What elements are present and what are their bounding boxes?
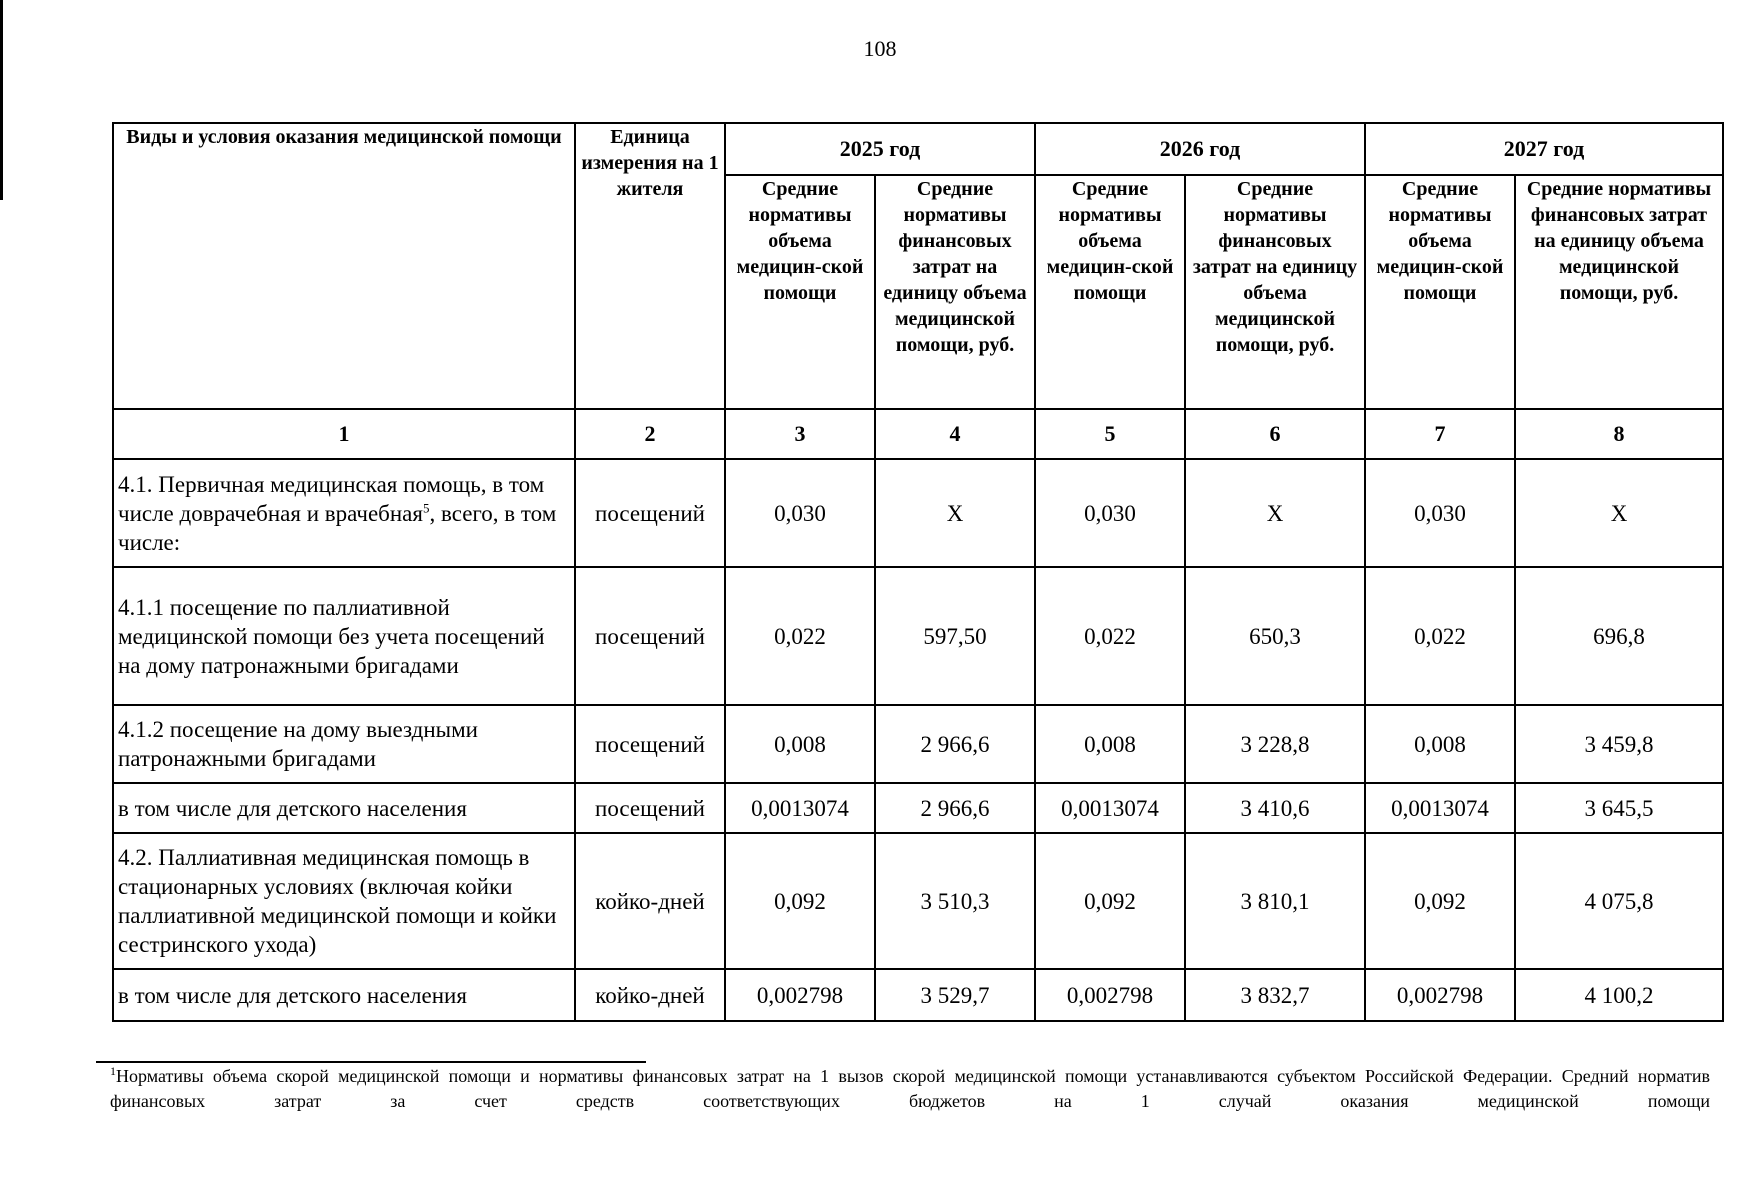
scan-edge-mark	[0, 0, 3, 200]
cell-volume-2026: 0,092	[1035, 833, 1185, 969]
cell-cost-2025: 2 966,6	[875, 783, 1035, 833]
column-number: 5	[1035, 409, 1185, 459]
cell-cost-2026: 3 410,6	[1185, 783, 1365, 833]
table-row	[113, 833, 1723, 969]
header-year-2025: 2025 год	[725, 123, 1035, 175]
table-row	[113, 783, 1723, 833]
cell-volume-2026: 0,008	[1035, 705, 1185, 783]
row-unit: посещений	[575, 783, 725, 833]
cell-cost-2027: 696,8	[1515, 567, 1723, 705]
table-row	[113, 459, 1723, 567]
cell-cost-2025: Х	[875, 459, 1035, 567]
cell-cost-2025: 2 966,6	[875, 705, 1035, 783]
cell-cost-2026: 3 228,8	[1185, 705, 1365, 783]
header-row-years	[113, 123, 1723, 175]
cell-volume-2027: 0,008	[1365, 705, 1515, 783]
column-number: 7	[1365, 409, 1515, 459]
footnote-divider	[96, 1061, 646, 1063]
norms-table	[112, 122, 1724, 1022]
cell-volume-2027: 0,002798	[1365, 969, 1515, 1021]
header-row-column-numbers	[113, 409, 1723, 459]
header-kinds-conditions: Виды и условия оказания медицинской помощи	[113, 123, 575, 409]
row-name	[113, 459, 575, 567]
cell-cost-2027: 4 100,2	[1515, 969, 1723, 1021]
cell-cost-2026: 650,3	[1185, 567, 1365, 705]
cell-cost-2027: 4 075,8	[1515, 833, 1723, 969]
footnote-marker: 1	[110, 1064, 116, 1078]
page-number: 108	[863, 36, 897, 61]
row-unit: посещений	[575, 705, 725, 783]
cell-volume-2026: 0,002798	[1035, 969, 1185, 1021]
column-number: 6	[1185, 409, 1365, 459]
cell-cost-2026: Х	[1185, 459, 1365, 567]
row-name-text: 4.1. Первичная медицинская помощь, в том числе доврачебная и врачебная	[118, 471, 545, 526]
column-number: 8	[1515, 409, 1723, 459]
row-name: 4.2. Паллиативная медицинская помощь в стационарных условиях (включая койки паллиативной медицинской помощи и койки сестринского ухода)	[113, 833, 575, 969]
column-number: 3	[725, 409, 875, 459]
row-name-tail: , всего, в том числе:	[118, 500, 557, 555]
cell-cost-2026: 3 832,7	[1185, 969, 1365, 1021]
cell-volume-2026: 0,022	[1035, 567, 1185, 705]
footnote-ref: 5	[422, 499, 430, 515]
header-volume-2026: Средние нормативы объема медицин-ской помощи	[1035, 175, 1185, 409]
footnote	[110, 1064, 1710, 1114]
column-number: 4	[875, 409, 1035, 459]
cell-volume-2026: 0,030	[1035, 459, 1185, 567]
column-number: 2	[575, 409, 725, 459]
table-row	[113, 969, 1723, 1021]
cell-cost-2027: Х	[1515, 459, 1723, 567]
cell-volume-2027: 0,022	[1365, 567, 1515, 705]
row-name: 4.1.1 посещение по паллиативной медицинской помощи без учета посещений на дому патронажными бригадами	[113, 567, 575, 705]
header-cost-2025: Средние нормативы финансовых затрат на единицу объема медицинской помощи, руб.	[875, 175, 1035, 409]
row-name: 4.1.2 посещение на дому выездными патронажными бригадами	[113, 705, 575, 783]
cell-volume-2027: 0,092	[1365, 833, 1515, 969]
header-volume-2027: Средние нормативы объема медицин-ской помощи	[1365, 175, 1515, 409]
cell-volume-2026: 0,0013074	[1035, 783, 1185, 833]
header-volume-2025: Средние нормативы объема медицин-ской помощи	[725, 175, 875, 409]
header-cost-2027: Средние нормативы финансовых затрат на единицу объема медицинской помощи, руб.	[1515, 175, 1723, 409]
header-year-2027: 2027 год	[1365, 123, 1723, 175]
footnote-text: Нормативы объема скорой медицинской помощи и нормативы финансовых затрат на 1 вызов скорой медицинской помощи устанавливаются субъектом Российской Федерации. Средний норматив финансовых затрат за счет средств соответствующих бюджетов на 1 случай оказания медицинской помощи	[110, 1066, 1710, 1111]
cell-cost-2027: 3 645,5	[1515, 783, 1723, 833]
cell-cost-2025: 3 529,7	[875, 969, 1035, 1021]
row-name: в том числе для детского населения	[113, 783, 575, 833]
cell-cost-2025: 597,50	[875, 567, 1035, 705]
row-unit: посещений	[575, 567, 725, 705]
row-unit: посещений	[575, 459, 725, 567]
cell-volume-2027: 0,030	[1365, 459, 1515, 567]
cell-volume-2025: 0,002798	[725, 969, 875, 1021]
table-row	[113, 705, 1723, 783]
cell-volume-2025: 0,022	[725, 567, 875, 705]
header-cost-2026: Средние нормативы финансовых затрат на единицу объема медицинской помощи, руб.	[1185, 175, 1365, 409]
cell-volume-2025: 0,008	[725, 705, 875, 783]
row-unit: койко-дней	[575, 969, 725, 1021]
cell-cost-2026: 3 810,1	[1185, 833, 1365, 969]
cell-cost-2027: 3 459,8	[1515, 705, 1723, 783]
cell-volume-2027: 0,0013074	[1365, 783, 1515, 833]
header-unit: Единица измерения на 1 жителя	[575, 123, 725, 409]
cell-cost-2025: 3 510,3	[875, 833, 1035, 969]
column-number: 1	[113, 409, 575, 459]
row-name: в том числе для детского населения	[113, 969, 575, 1021]
header-year-2026: 2026 год	[1035, 123, 1365, 175]
row-unit: койко-дней	[575, 833, 725, 969]
cell-volume-2025: 0,0013074	[725, 783, 875, 833]
table-row	[113, 567, 1723, 705]
cell-volume-2025: 0,092	[725, 833, 875, 969]
cell-volume-2025: 0,030	[725, 459, 875, 567]
